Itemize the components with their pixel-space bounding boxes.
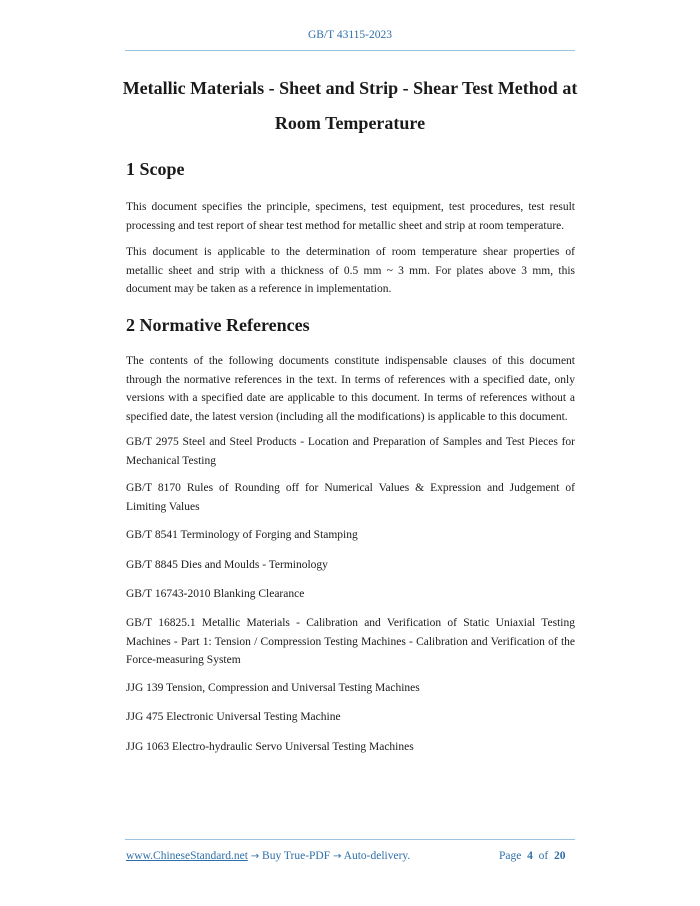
scope-paragraph-2: This document is applicable to the determination of room temperature shear properties of metallic sheet and strip with a thickness of 0.5 mm ~ 3 mm. For plates above 3 mm, this document may be taken as a reference in implementation. [126, 246, 575, 295]
buy-true-pdf-text: Buy True-PDF [262, 850, 331, 862]
reference-item: JJG 139 Tension, Compression and Universal Testing Machines [126, 682, 420, 694]
document-code-header: GB/T 43115-2023 [307, 29, 392, 41]
section-heading-scope: 1 Scope [126, 159, 185, 179]
reference-item: GB/T 8845 Dies and Moulds - Terminology [126, 559, 328, 571]
reference-item: GB/T 8170 Rules of Rounding off for Numerical Values & Expression and Judgement of Limiting Values [126, 482, 575, 513]
current-page-number: 4 [527, 850, 533, 862]
site-link[interactable]: www.ChineseStandard.net [126, 850, 248, 862]
reference-item: JJG 475 Electronic Universal Testing Machine [126, 711, 341, 723]
document-title-line-2: Room Temperature [274, 113, 426, 133]
footer-links [126, 850, 410, 862]
section-heading-normative-references: 2 Normative References [126, 315, 310, 335]
footer-divider [125, 839, 575, 840]
reference-item: JJG 1063 Electro-hydraulic Servo Universal Testing Machines [126, 741, 414, 753]
reference-item: GB/T 16825.1 Metallic Materials - Calibration and Verification of Static Uniaxial Testing Machines - Part 1: Tension / Compression Testing Machines - Calibration and Verification of the Force-measuring System [126, 617, 575, 666]
document-title-line-1: Metallic Materials - Sheet and Strip - Shear Test Method at [122, 78, 578, 98]
page-indicator [499, 850, 565, 862]
auto-delivery-text: Auto-delivery. [343, 850, 411, 862]
reference-item: GB/T 16743-2010 Blanking Clearance [126, 588, 305, 600]
total-pages-number: 20 [553, 850, 566, 862]
reference-item: GB/T 2975 Steel and Steel Products - Location and Preparation of Samples and Test Pieces for Mechanical Testing [126, 436, 575, 467]
arrow-right-icon: → [250, 851, 260, 862]
normative-references-intro: The contents of the following documents constitute indispensable clauses of this document through the normative references in the text. In terms of references with a specified date, only versions with a specified date are applicable to this document. In terms of references without a specified date, the latest version (including all the modifications) is applicable to this document. [126, 355, 575, 423]
reference-item: GB/T 8541 Terminology of Forging and Stamping [126, 529, 358, 541]
arrow-right-icon: → [333, 851, 342, 862]
page-label: Page [499, 850, 522, 862]
header-divider [125, 50, 575, 51]
scope-paragraph-1: This document specifies the principle, specimens, test equipment, test procedures, test result processing and test report of shear test method for metallic sheet and strip at room temperature. [126, 201, 575, 232]
of-label: of [538, 850, 549, 862]
